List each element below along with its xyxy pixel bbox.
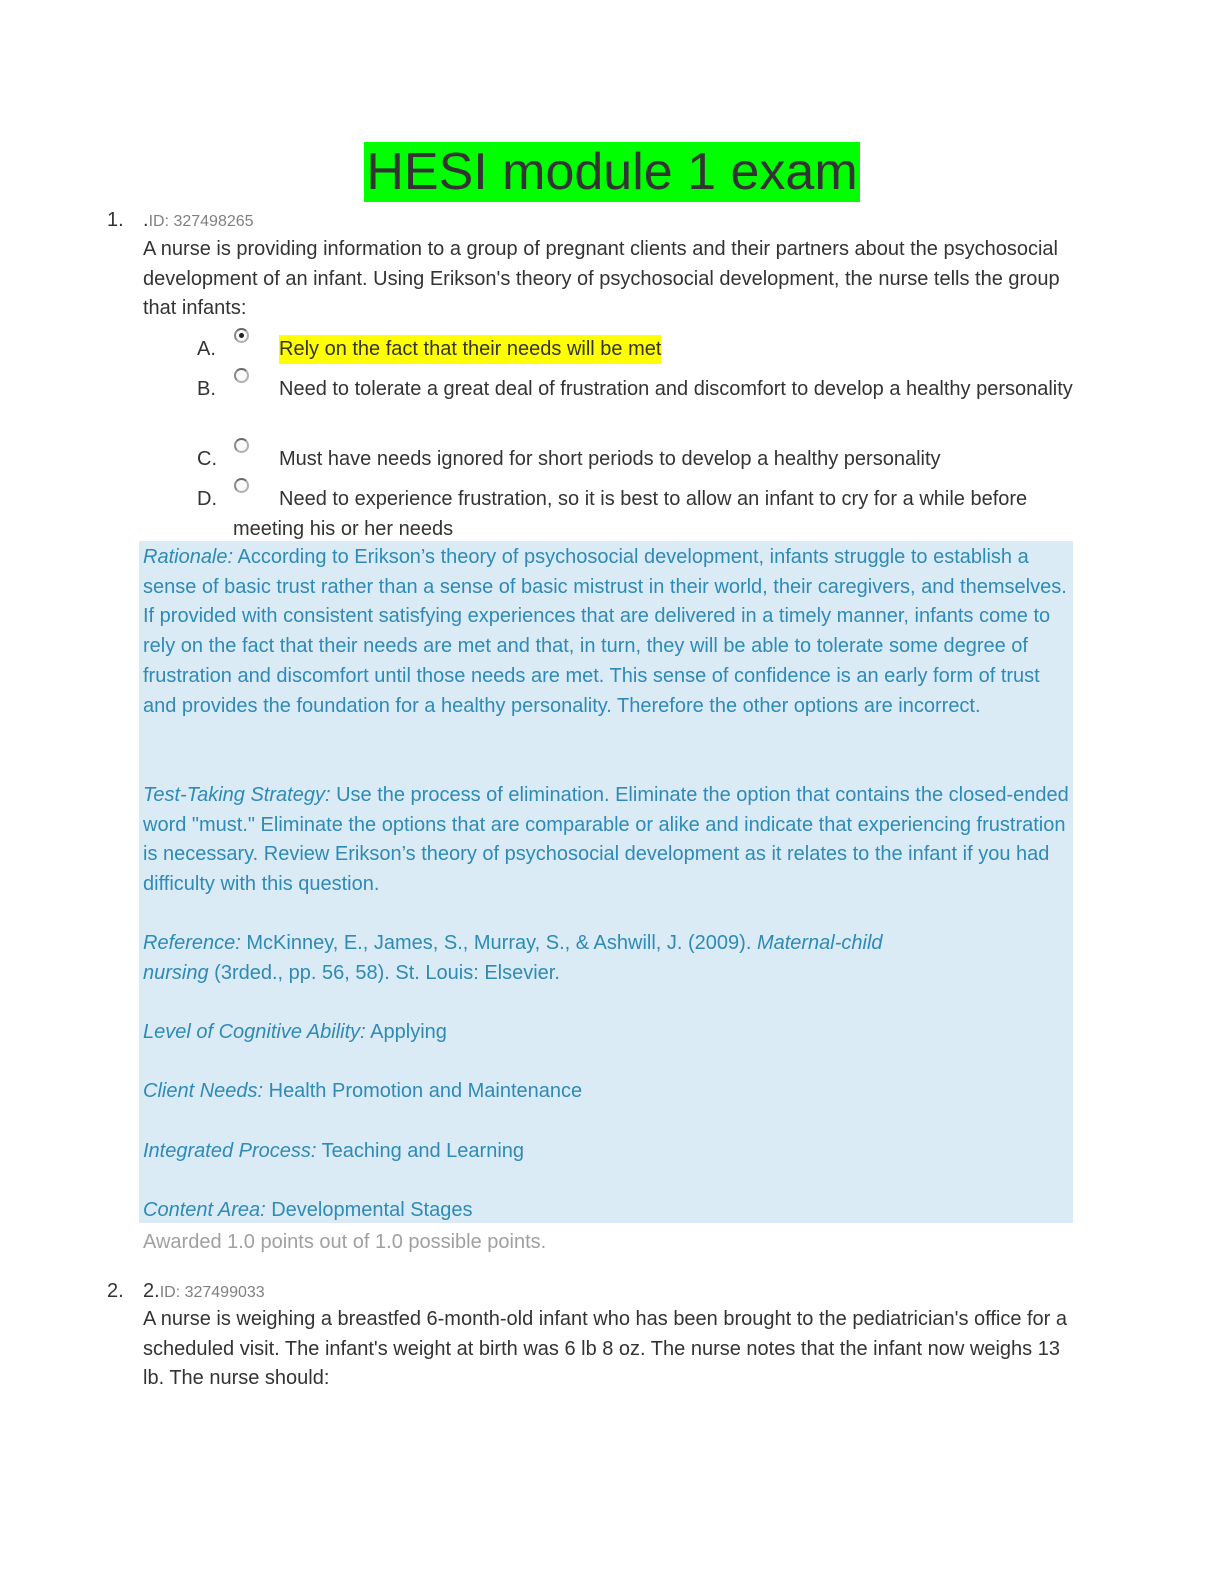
option-text: Need to experience frustration, so it is best to allow an infant to cry for a while before meeting his or her needs (233, 488, 1028, 540)
awarded-points: Awarded 1.0 points out of 1.0 possible points. (143, 1231, 547, 1253)
content-area-text: Developmental Stages (265, 1199, 473, 1221)
question-id-line (143, 205, 254, 237)
question-text: A nurse is weighing a breastfed 6-month-old infant who has been brought to the pediatrician's office for a scheduled visit. The infant's weight at birth was 6 lb 8 oz. The nurse notes that the infant now weighs 13 lb. The nurse should: (143, 1308, 1068, 1390)
question-id: ID: 327499033 (159, 1284, 265, 1301)
option-letter: D. (197, 488, 217, 510)
integrated-process-label: Integrated Process: (143, 1140, 317, 1162)
option-text: Need to tolerate a great deal of frustration and discomfort to develop a healthy personality (279, 378, 1073, 400)
option-text: Must have needs ignored for short periods to develop a healthy personality (279, 448, 941, 470)
question-number: 2. (107, 1280, 124, 1302)
question-id: ID: 327498265 (148, 213, 254, 230)
question-number: 1. (107, 209, 124, 231)
reference-text-end: (3rded., pp. 56, 58). St. Louis: Elsevier. (208, 961, 560, 984)
integrated-process-paragraph (143, 1137, 1071, 1167)
client-needs-paragraph (143, 1077, 1071, 1107)
title-container (0, 142, 1224, 202)
answer-option-a[interactable] (197, 334, 1077, 364)
question-id-line (143, 1276, 265, 1308)
radio-unselected-icon[interactable] (234, 368, 249, 383)
strategy-paragraph (143, 781, 1071, 900)
radio-selected-icon[interactable] (234, 328, 249, 343)
cognitive-level-paragraph (143, 1018, 1071, 1048)
option-letter: A. (197, 338, 216, 360)
rationale-text: According to Erikson’s theory of psychosocial development, infants struggle to establish a sense of basic trust rather than a sense of basic mistrust in their world, their caregivers, and themselves. If provided with consistent satisfying experiences that are delivered in a timely manner, infants come to rely on the fact that their needs are met and that, in turn, they will be able to tolerate some degree of frustration and discomfort until those needs are met. This sense of confidence is an early form of trust and provides the foundation for a healthy personality. Therefore the other options are incorrect. (143, 546, 1067, 717)
rationale-paragraph (143, 543, 1071, 721)
client-needs-label: Client Needs: (143, 1080, 264, 1102)
cognitive-level-text: Applying (365, 1021, 447, 1043)
reference-paragraph (143, 929, 943, 988)
integrated-process-text: Teaching and Learning (316, 1140, 525, 1162)
question-id-prefix: 2. (143, 1280, 160, 1302)
option-letter: C. (197, 448, 217, 470)
strategy-text: Use the process of elimination. Eliminate the option that contains the closed-ended word "must." Eliminate the options that are comparable or alike and indicate that experiencing frustration is necessary. Review Erikson’s theory of psychosocial development as it relates to the infant if you had difficulty with this question. (143, 784, 1069, 896)
reference-book-title: Maternal-child nursing (143, 932, 883, 984)
radio-unselected-icon[interactable] (234, 438, 249, 453)
radio-unselected-icon[interactable] (234, 478, 249, 493)
question-text: A nurse is providing information to a group of pregnant clients and their partners about the psychosocial development of an infant. Using Erikson's theory of psychosocial development, the nurse tells the group that infants: (143, 238, 1060, 320)
client-needs-text: Health Promotion and Maintenance (263, 1080, 583, 1102)
content-area-label: Content Area: (143, 1199, 266, 1221)
strategy-label: Test-Taking Strategy: (143, 784, 331, 806)
content-area-paragraph (143, 1196, 1071, 1226)
page-title: HESI module 1 exam (366, 143, 858, 201)
reference-text: McKinney, E., James, S., Murray, S., & Ashwill, J. (2009). (240, 932, 757, 954)
option-text-highlighted: Rely on the fact that their needs will be met (279, 335, 661, 364)
cognitive-level-label: Level of Cognitive Ability: (143, 1021, 366, 1043)
answer-option-b[interactable] (197, 374, 1077, 404)
question-id-prefix: . (143, 209, 149, 231)
reference-label: Reference: (143, 932, 241, 954)
radio-dot-icon (239, 333, 244, 338)
rationale-label: Rationale: (143, 546, 234, 568)
answer-option-c[interactable] (197, 444, 1077, 474)
option-letter: B. (197, 378, 216, 400)
answer-option-d[interactable] (197, 484, 1077, 544)
